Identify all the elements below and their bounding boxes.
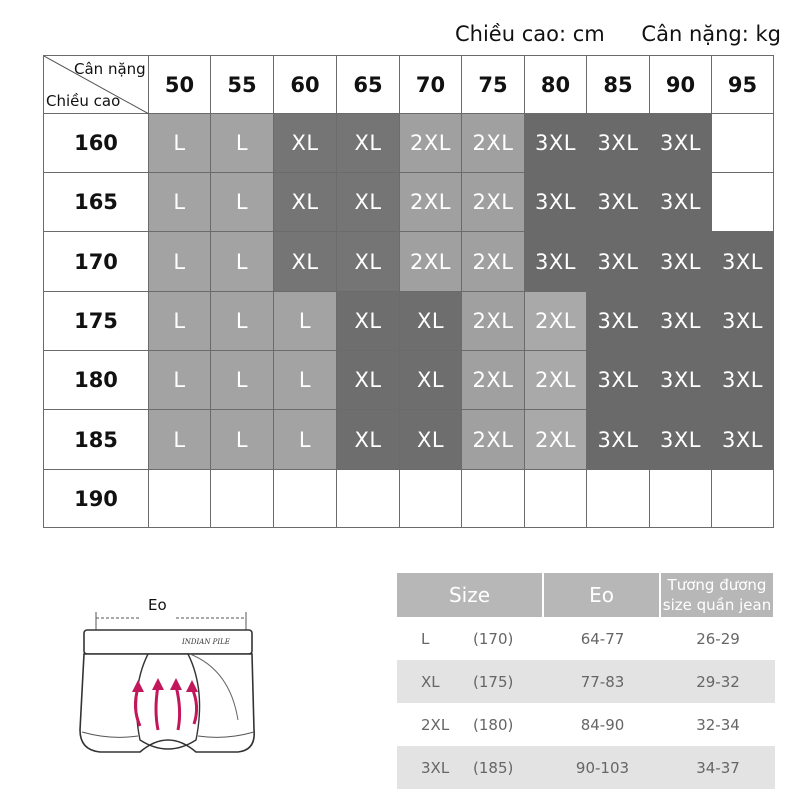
grid-row — [44, 410, 774, 470]
size-cell: 3XL — [587, 351, 650, 410]
size-cell: 3XL — [587, 410, 650, 470]
size-cell: 2XL — [400, 173, 462, 232]
size-cell: 3XL — [650, 292, 712, 351]
row-size: 2XL — [421, 715, 450, 734]
size-cell: L — [274, 410, 337, 470]
row-size: 3XL — [421, 758, 450, 777]
size-cell: 2XL — [462, 232, 525, 292]
size-cell: L — [211, 292, 274, 351]
size-cell: L — [211, 351, 274, 410]
size-grid — [43, 55, 774, 528]
height-header: 170 — [44, 232, 149, 292]
empty-cell — [462, 470, 525, 528]
empty-cell — [211, 470, 274, 528]
size-cell: XL — [400, 410, 462, 470]
grid-row — [44, 232, 774, 292]
size-cell: XL — [337, 351, 400, 410]
height-unit-label: Chiều cao: cm — [455, 22, 605, 46]
size-cell: 2XL — [400, 114, 462, 173]
size-cell: L — [149, 410, 211, 470]
empty-cell — [525, 470, 587, 528]
header-eo: Eo — [544, 573, 661, 617]
empty-cell — [712, 114, 774, 173]
size-cell: XL — [337, 173, 400, 232]
size-cell: XL — [400, 292, 462, 351]
boxer-illustration — [70, 590, 260, 780]
height-header: 165 — [44, 173, 149, 232]
grid-row — [44, 114, 774, 173]
corner-weight-label: Cân nặng — [74, 60, 146, 78]
size-cell: 3XL — [712, 232, 774, 292]
size-cell: XL — [337, 292, 400, 351]
size-cell: L — [211, 410, 274, 470]
empty-cell — [337, 470, 400, 528]
size-cell: 2XL — [462, 351, 525, 410]
boxer-figure — [70, 590, 260, 780]
header-size: Size — [397, 573, 544, 617]
corner-height-label: Chiều cao — [46, 92, 121, 110]
size-cell: 3XL — [650, 232, 712, 292]
size-cell: L — [274, 292, 337, 351]
row-jean: 34-37 — [661, 746, 775, 789]
grid-row — [44, 470, 774, 528]
size-cell: 2XL — [462, 114, 525, 173]
size-cell: XL — [274, 114, 337, 173]
size-cell: L — [274, 351, 337, 410]
row-height: (185) — [473, 758, 514, 777]
weight-header: 75 — [462, 56, 525, 114]
empty-cell — [712, 470, 774, 528]
size-cell: L — [149, 292, 211, 351]
size-cell: L — [149, 114, 211, 173]
size-cell: XL — [337, 410, 400, 470]
size-cell: L — [149, 232, 211, 292]
weight-header: 90 — [650, 56, 712, 114]
row-jean: 29-32 — [661, 660, 775, 703]
size-cell: 3XL — [712, 292, 774, 351]
size-cell: XL — [274, 173, 337, 232]
height-header: 160 — [44, 114, 149, 173]
weight-header: 95 — [712, 56, 774, 114]
weight-header: 70 — [400, 56, 462, 114]
row-height: (170) — [473, 629, 514, 648]
size-cell: 3XL — [712, 351, 774, 410]
size-cell: 3XL — [587, 173, 650, 232]
empty-cell — [274, 470, 337, 528]
weight-header: 80 — [525, 56, 587, 114]
row-eo: 84-90 — [580, 715, 625, 734]
size-cell: 3XL — [650, 173, 712, 232]
size-cell: 3XL — [712, 410, 774, 470]
conversion-row — [397, 746, 775, 789]
size-cell: 3XL — [650, 114, 712, 173]
size-cell: XL — [400, 351, 462, 410]
size-cell: 3XL — [650, 351, 712, 410]
row-size: XL — [421, 672, 440, 691]
size-cell: L — [211, 114, 274, 173]
empty-cell — [712, 173, 774, 232]
size-cell: 3XL — [525, 232, 587, 292]
size-cell: 3XL — [525, 114, 587, 173]
size-cell: 3XL — [650, 410, 712, 470]
conversion-row — [397, 617, 775, 660]
conversion-row — [397, 703, 775, 746]
row-jean: 32-34 — [696, 715, 740, 734]
size-grid-body — [44, 56, 774, 528]
row-eo: 64-77 — [580, 629, 625, 648]
row-size: L — [421, 629, 430, 648]
size-cell: L — [149, 173, 211, 232]
units-legend — [455, 22, 781, 46]
height-header: 175 — [44, 292, 149, 351]
size-cell: L — [211, 232, 274, 292]
row-eo: 77-83 — [544, 660, 661, 703]
weight-header: 85 — [587, 56, 650, 114]
conversion-table — [397, 573, 775, 789]
header-jean: Tương đương size quần jean — [661, 573, 775, 617]
size-cell: 2XL — [462, 292, 525, 351]
size-cell: 3XL — [587, 292, 650, 351]
weight-unit-label: Cân nặng: kg — [641, 22, 781, 46]
grid-row — [44, 173, 774, 232]
empty-cell — [149, 470, 211, 528]
size-cell: 2XL — [525, 410, 587, 470]
weight-header: 55 — [211, 56, 274, 114]
row-height: (175) — [473, 672, 514, 691]
row-eo: 90-103 — [544, 746, 661, 789]
height-header: 180 — [44, 351, 149, 410]
grid-header-row — [44, 56, 774, 114]
conversion-row — [397, 660, 775, 703]
size-cell: 3XL — [587, 232, 650, 292]
weight-header: 50 — [149, 56, 211, 114]
size-cell: L — [149, 351, 211, 410]
size-cell: XL — [337, 232, 400, 292]
row-height: (180) — [473, 715, 514, 734]
row-jean: 26-29 — [696, 629, 740, 648]
size-cell: 3XL — [587, 114, 650, 173]
waist-label: Eo — [148, 596, 167, 614]
grid-row — [44, 292, 774, 351]
size-cell: L — [211, 173, 274, 232]
empty-cell — [650, 470, 712, 528]
size-cell: 2XL — [525, 351, 587, 410]
grid-row — [44, 351, 774, 410]
size-cell: XL — [274, 232, 337, 292]
size-cell: 2XL — [525, 292, 587, 351]
weight-header: 60 — [274, 56, 337, 114]
height-header: 185 — [44, 410, 149, 470]
size-cell: XL — [337, 114, 400, 173]
weight-header: 65 — [337, 56, 400, 114]
empty-cell — [587, 470, 650, 528]
grid-corner — [44, 56, 149, 114]
size-cell: 3XL — [525, 173, 587, 232]
size-cell: 2XL — [462, 410, 525, 470]
size-cell: 2XL — [462, 173, 525, 232]
size-cell: 2XL — [400, 232, 462, 292]
brand-logo: INDIAN PILE — [182, 638, 230, 646]
empty-cell — [400, 470, 462, 528]
height-header: 190 — [44, 470, 149, 528]
